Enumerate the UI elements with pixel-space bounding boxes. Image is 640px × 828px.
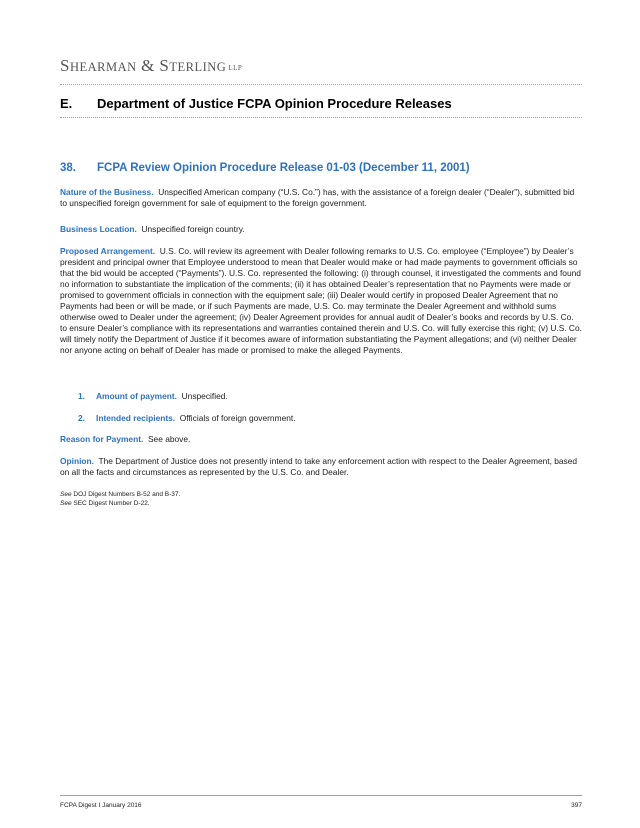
list-item-text: Unspecified.: [181, 391, 228, 401]
reason-label: Reason for Payment.: [60, 434, 144, 444]
page-number: 397: [571, 802, 582, 809]
digest-references: [60, 490, 180, 508]
footer-publication: FCPA Digest I January 2016: [60, 802, 142, 809]
list-item-label: Amount of payment.: [96, 391, 177, 401]
release-heading: [60, 162, 470, 174]
list-item: [78, 413, 578, 424]
release-number: 38.: [60, 162, 76, 174]
opinion-paragraph: [60, 456, 582, 478]
section-letter: E.: [60, 96, 73, 111]
list-item: [78, 391, 578, 402]
reference-text: DOJ Digest Numbers B-52 and B-37.: [73, 491, 181, 498]
section-title: Department of Justice FCPA Opinion Procedure Releases: [97, 96, 452, 111]
list-item-number: 2.: [78, 413, 85, 423]
list-item-number: 1.: [78, 391, 85, 401]
opinion-text: The Department of Justice does not presently intend to take any enforcement action with respect to the Dealer Agreement, based on all the facts and circumstances as represented by the U.S. Co. and Dealer.: [60, 456, 578, 477]
reason-text: See above.: [147, 434, 191, 444]
logo-letter-s: S: [60, 56, 70, 75]
logo-llp: LLP: [228, 64, 243, 72]
location-label: Business Location.: [60, 224, 137, 234]
location-text: Unspecified foreign country.: [141, 224, 245, 234]
section-divider: [60, 117, 582, 118]
shearman-sterling-logo: [60, 56, 242, 76]
reference-line: [60, 490, 180, 499]
reason-for-payment-paragraph: [60, 434, 582, 445]
footer-divider: [60, 795, 582, 796]
proposed-arrangement-paragraph: [60, 246, 582, 356]
list-item-text: Officials of foreign government.: [179, 413, 296, 423]
list-item-label: Intended recipients.: [96, 413, 176, 423]
reference-see: See: [60, 491, 72, 498]
reference-text: SEC Digest Number D-22.: [73, 500, 150, 507]
arrangement-label: Proposed Arrangement.: [60, 246, 156, 256]
logo-ampersand: &: [141, 56, 155, 75]
business-location-paragraph: [60, 224, 582, 235]
nature-label: Nature of the Business.: [60, 187, 154, 197]
section-heading: [60, 96, 452, 111]
reference-see: See: [60, 500, 72, 507]
release-title: FCPA Review Opinion Procedure Release 01-03 (December 11, 2001): [97, 162, 470, 174]
reference-line: [60, 499, 180, 508]
opinion-label: Opinion.: [60, 456, 94, 466]
arrangement-text: U.S. Co. will review its agreement with Dealer following remarks to U.S. Co. employee (“Employee”) by Dealer’s president and principal owner that Employee understood to mean that Dealer would make or had made payments to government officials so that the bid would be accepted (“Payments”). U.S. Co. represented the following: (i) through counsel, it investigated the comments and found no information to substantiate the implication of the comments; (ii) it has obtained Dealer’s representation that no Payments were made or promised to government officials in connection with the equipment sale; (iii) Dealer would certify in proposed Dealer Agreement that no Payments had been or will be made, or if such Payments are made, U.S. Co. may terminate the Dealer Agreement and withhold sums otherwise owed to Dealer under the agreement; (iv) Dealer Agreement provides for annual audit of Dealer’s books and records by U.S. Co. to ensure Dealer’s compliance with its representations and warranties contained therein and U.S. Co. will fully exercise this right; (v) U.S. Co. will timely notify the Department of Justice if it becomes aware of information substantiating the Payment allegations; and (vi) neither Dealer nor anyone acting on behalf of Dealer has made or promised to make the alleged Payments.: [60, 246, 582, 355]
nature-of-business-paragraph: [60, 187, 582, 209]
logo-letter-s2: S: [159, 56, 170, 75]
logo-word-terling: TERLING: [169, 60, 227, 74]
logo-word-hearman: HEARMAN: [69, 60, 137, 74]
header-divider: [60, 84, 582, 85]
nature-text: Unspecified American company (“U.S. Co.”) has, with the assistance of a foreign dealer (“Dealer”), submitted bid to unspecified foreign government for sale of equipment to the foreign government.: [60, 187, 575, 208]
